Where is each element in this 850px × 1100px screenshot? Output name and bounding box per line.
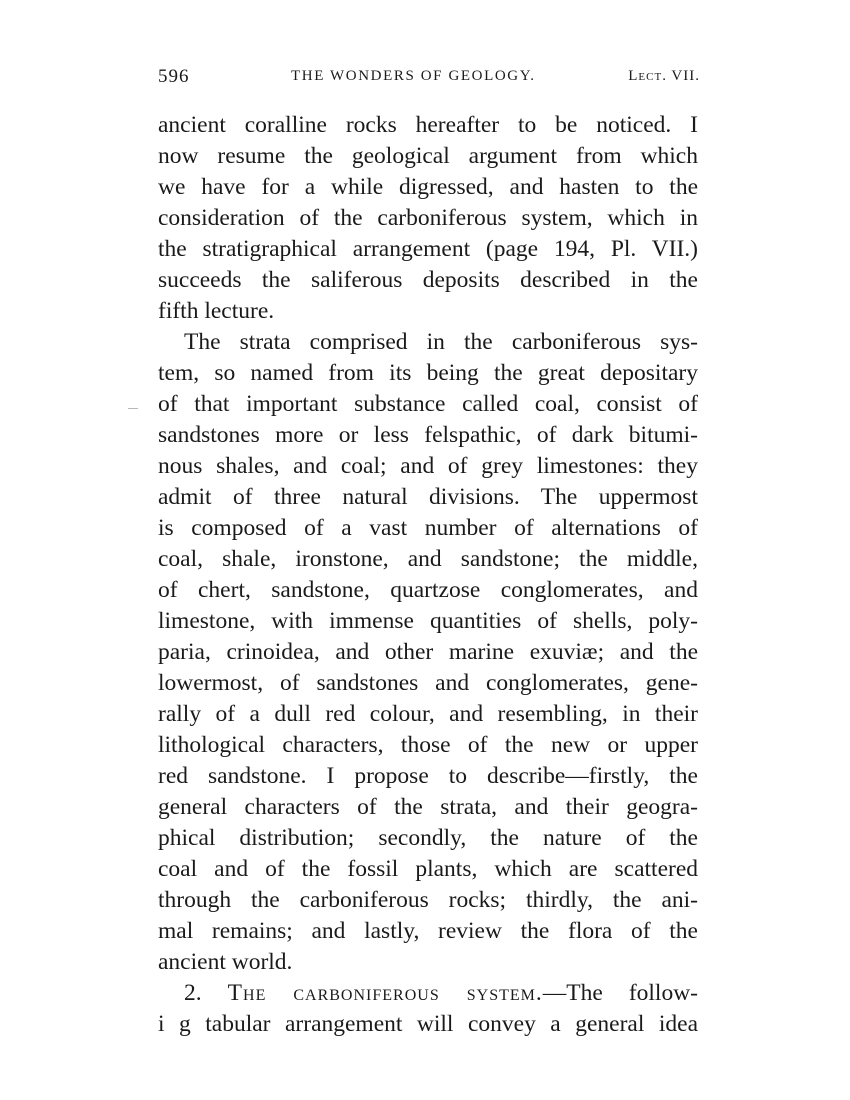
text-line: general characters of the strata, and their geogra- [158, 794, 698, 820]
text-line: the stratigraphical arrangement (page 194, Pl. VII.) [158, 236, 698, 262]
text-line: limestone, with immense quantities of shells, poly- [158, 608, 698, 634]
section-heading-continuation: —The follow- [542, 980, 699, 1006]
section-heading-line [158, 978, 698, 1009]
section-heading: The carboniferous system. [227, 980, 543, 1006]
text-line: is composed of a vast number of alternations of [158, 515, 698, 541]
text-line: coal and of the fossil plants, which are scattered [158, 856, 698, 882]
text-line: nous shales, and coal; and of grey limestones: they [158, 453, 698, 479]
text-line: consideration of the carboniferous system, which in [158, 205, 698, 231]
text-line: through the carboniferous rocks; thirdly, the ani- [158, 887, 698, 913]
text-line: sandstones more or less felspathic, of dark bitumi- [158, 422, 698, 448]
page-number: 596 [158, 66, 190, 87]
text-line: lithological characters, those of the new or upper [158, 732, 698, 758]
section-number: 2. [184, 980, 202, 1006]
text-line: of that important substance called coal, consist of [158, 391, 698, 417]
text-line: ancient coralline rocks hereafter to be noticed. I [158, 112, 698, 138]
text-line: we have for a while digressed, and hasten to the [158, 174, 698, 200]
lecture-reference: Lect. VII. [628, 68, 700, 84]
text-line: tem, so named from its being the great depositary [158, 360, 698, 386]
text-line: admit of three natural divisions. The uppermost [158, 484, 698, 510]
paragraph-start-line: The strata comprised in the carboniferous sys- [184, 329, 698, 355]
text-line: lowermost, of sandstones and conglomerates, gene- [158, 670, 698, 696]
text-line: now resume the geological argument from which [158, 143, 698, 169]
text-line: i g tabular arrangement will convey a general idea [158, 1011, 698, 1037]
running-head [158, 66, 700, 90]
body-text [158, 110, 698, 1040]
text-line: rally of a dull red colour, and resembling, in their [158, 701, 698, 727]
text-line: succeeds the saliferous deposits described in the [158, 267, 698, 293]
margin-mark [128, 408, 138, 409]
text-line: coal, shale, ironstone, and sandstone; the middle, [158, 546, 698, 572]
text-line: phical distribution; secondly, the nature of the [158, 825, 698, 851]
text-line: red sandstone. I propose to describe—firstly, the [158, 763, 698, 789]
text-line: paria, crinoidea, and other marine exuviæ; and the [158, 639, 698, 665]
text-line: of chert, sandstone, quartzose conglomerates, and [158, 577, 698, 603]
text-line: ancient world. [158, 949, 293, 975]
running-title: THE WONDERS OF GEOLOGY. [291, 68, 536, 84]
text-line: mal remains; and lastly, review the flora of the [158, 918, 698, 944]
text-line: fifth lecture. [158, 298, 275, 324]
